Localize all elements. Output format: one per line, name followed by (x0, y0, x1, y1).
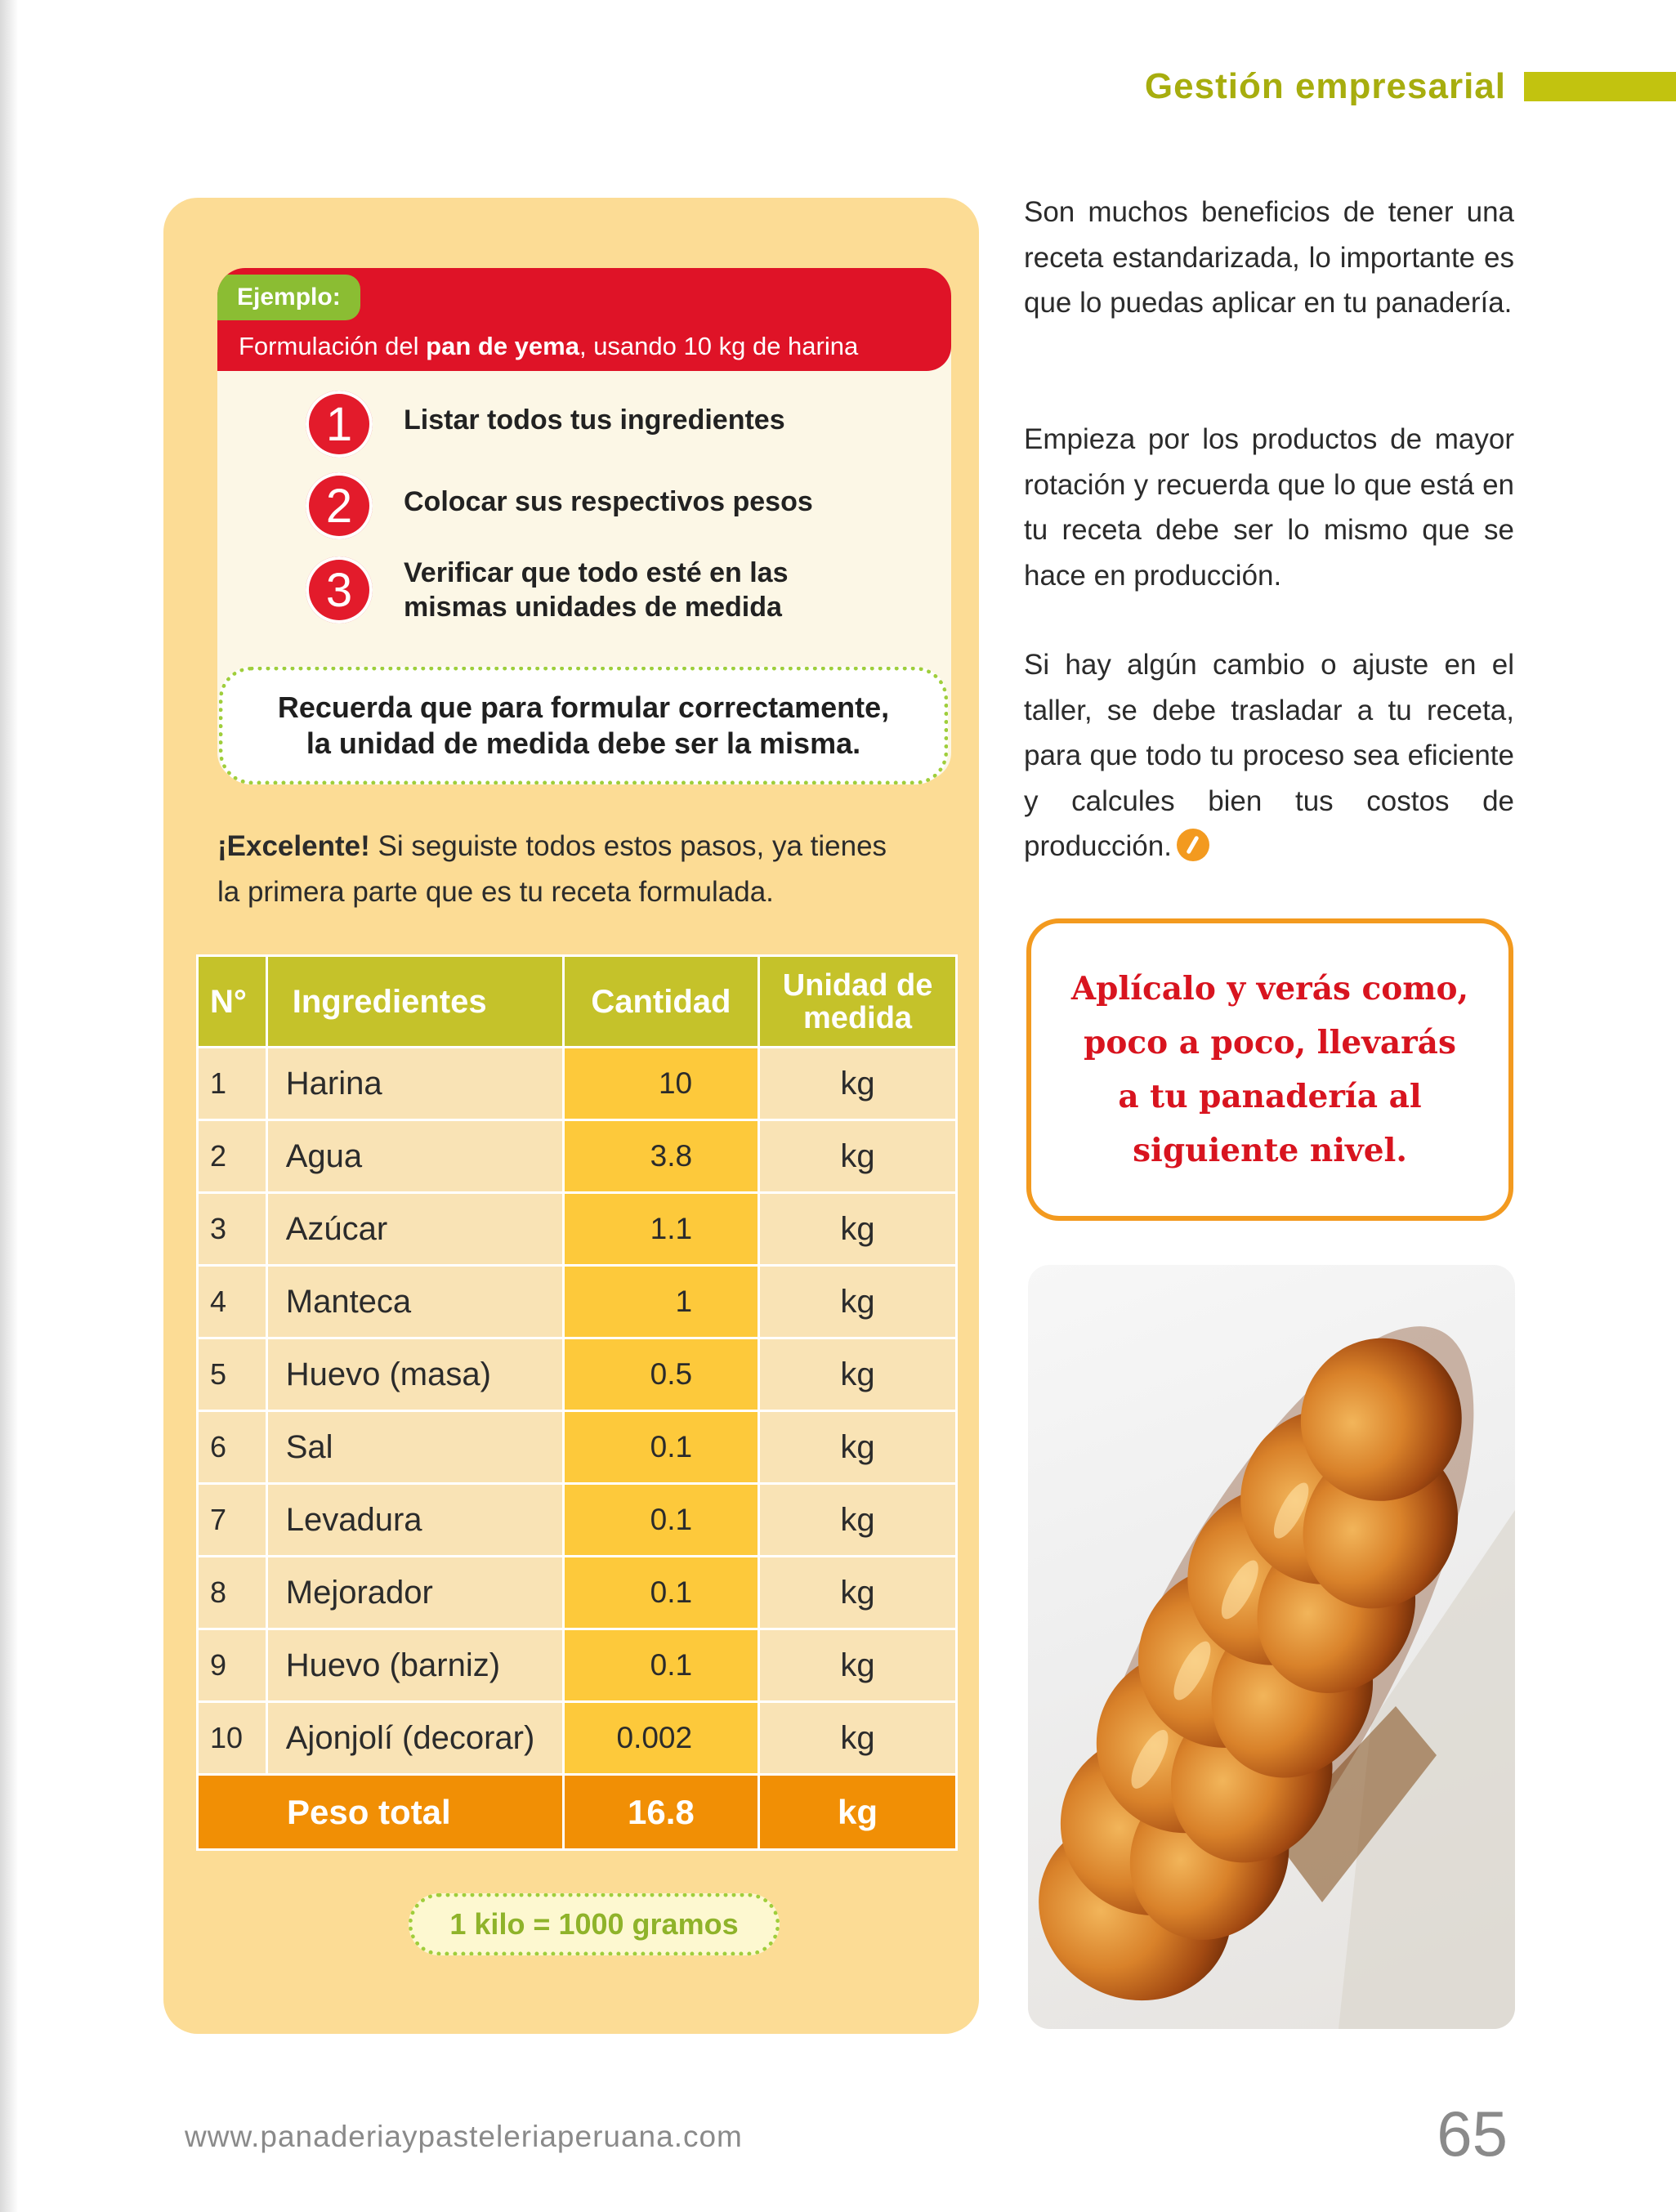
pen-nib-icon (1177, 829, 1209, 861)
example-title-bold: pan de yema (426, 332, 579, 360)
row-ingredient: Sal (266, 1411, 563, 1484)
table-row (198, 1120, 957, 1193)
row-ingredient: Levadura (266, 1484, 563, 1557)
table-row (198, 1048, 957, 1120)
header-quantity: Cantidad (563, 956, 758, 1048)
row-unit: kg (759, 1266, 957, 1338)
row-quantity: 3.8 (563, 1120, 758, 1193)
table-row (198, 1484, 957, 1557)
row-ingredient: Huevo (barniz) (266, 1629, 563, 1702)
reminder-line: la unidad de medida debe ser la misma. (306, 726, 861, 760)
row-quantity: 0.1 (563, 1411, 758, 1484)
row-quantity: 0.1 (563, 1629, 758, 1702)
step-number-badge: 1 (306, 391, 373, 458)
excellent-paragraph (217, 824, 953, 915)
row-number: 1 (198, 1048, 267, 1120)
row-number: 8 (198, 1557, 267, 1629)
table-row (198, 1193, 957, 1266)
paragraph-adjustments (1024, 642, 1514, 869)
row-unit: kg (759, 1629, 957, 1702)
row-number: 4 (198, 1266, 267, 1338)
total-label: Peso total (198, 1775, 564, 1850)
quote-line: siguiente nivel. (1133, 1132, 1407, 1169)
row-quantity: 10 (563, 1048, 758, 1120)
row-ingredient: Huevo (masa) (266, 1338, 563, 1411)
header-unit-line: medida (803, 1000, 913, 1035)
step-number-badge: 2 (306, 472, 373, 539)
example-title-suffix: , usando 10 kg de harina (579, 332, 859, 360)
row-unit: kg (759, 1484, 957, 1557)
quote-line: Aplícalo y verás como, (1070, 970, 1469, 1008)
braided-bread-photo (1028, 1265, 1515, 2029)
step-text: Listar todos tus ingredientes (404, 404, 785, 436)
row-quantity: 0.002 (563, 1702, 758, 1775)
paragraph-rotation: Empieza por los productos de mayor rotación y recuerda que lo que está en tu receta debe ser lo mismo que se hace en producción. (1024, 423, 1514, 592)
table-row (198, 1629, 957, 1702)
footer-url[interactable]: www.panaderiaypasteleriaperuana.com (185, 2120, 743, 2153)
step-text-line: Verificar que todo esté en las (404, 557, 789, 588)
excellent-bold: ¡Excelente! (217, 830, 370, 862)
braided-bread-illustration (1028, 1265, 1515, 2029)
paragraph-adjustments-text: Si hay algún cambio o ajuste en el taller, se debe trasladar a tu receta, para que todo tu proceso sea eficiente y calcules bien tus costos de producción. (1024, 649, 1514, 862)
quote-line: poco a poco, llevarás (1084, 1024, 1456, 1061)
reminder-box (219, 667, 948, 784)
step-text: Colocar sus respectivos pesos (404, 486, 813, 517)
total-unit: kg (759, 1775, 957, 1850)
step-text-line: mismas unidades de medida (404, 592, 782, 623)
excellent-text: la primera parte que es tu receta formulada. (217, 876, 774, 908)
step-text (404, 556, 789, 624)
row-ingredient: Agua (266, 1120, 563, 1193)
row-number: 9 (198, 1629, 267, 1702)
row-unit: kg (759, 1411, 957, 1484)
step-1 (306, 391, 785, 458)
table-row (198, 1411, 957, 1484)
row-number: 10 (198, 1702, 267, 1775)
row-ingredient: Azúcar (266, 1193, 563, 1266)
example-title-prefix: Formulación del (239, 332, 427, 360)
row-ingredient: Mejorador (266, 1557, 563, 1629)
step-number-badge: 3 (306, 556, 373, 623)
step-2 (306, 472, 813, 539)
row-unit: kg (759, 1048, 957, 1120)
step-3 (306, 556, 789, 624)
table-row (198, 1338, 957, 1411)
reminder-line: Recuerda que para formular correctamente, (277, 690, 890, 724)
quote-box (1026, 918, 1513, 1221)
header-number: N° (198, 956, 267, 1048)
row-number: 2 (198, 1120, 267, 1193)
example-header (217, 268, 951, 371)
section-accent-bar (1524, 72, 1676, 101)
row-number: 7 (198, 1484, 267, 1557)
quote-line: a tu panadería al (1118, 1078, 1422, 1115)
row-number: 6 (198, 1411, 267, 1484)
row-number: 3 (198, 1193, 267, 1266)
row-unit: kg (759, 1557, 957, 1629)
row-ingredient: Harina (266, 1048, 563, 1120)
header-ingredients: Ingredientes (266, 956, 563, 1048)
total-quantity: 16.8 (563, 1775, 758, 1850)
row-number: 5 (198, 1338, 267, 1411)
example-tag: Ejemplo: (217, 275, 360, 320)
recipe-table (196, 954, 958, 1851)
paragraph-benefits: Son muchos beneficios de tener una receta estandarizada, lo importante es que lo puedas aplicar en tu panadería. (1024, 196, 1514, 319)
row-ingredient: Manteca (266, 1266, 563, 1338)
row-unit: kg (759, 1338, 957, 1411)
row-unit: kg (759, 1702, 957, 1775)
row-quantity: 0.1 (563, 1484, 758, 1557)
row-quantity: 1 (563, 1266, 758, 1338)
quote-text (1057, 962, 1482, 1177)
section-title: Gestión empresarial (1144, 66, 1506, 106)
header-unit (759, 956, 957, 1048)
table-header-row (198, 956, 957, 1048)
row-unit: kg (759, 1193, 957, 1266)
table-row (198, 1702, 957, 1775)
header-unit-line: Unidad de (782, 967, 933, 1003)
page-spine-shadow (0, 0, 18, 2212)
table-total-row (198, 1775, 957, 1850)
page-number: 65 (1437, 2098, 1508, 2170)
row-unit: kg (759, 1120, 957, 1193)
table-row (198, 1557, 957, 1629)
row-quantity: 1.1 (563, 1193, 758, 1266)
example-title (239, 332, 858, 361)
row-quantity: 0.1 (563, 1557, 758, 1629)
excellent-text: Si seguiste todos estos pasos, ya tienes (369, 830, 887, 862)
conversion-note: 1 kilo = 1000 gramos (409, 1893, 780, 1955)
section-header (1145, 64, 1676, 109)
table-row (198, 1266, 957, 1338)
row-quantity: 0.5 (563, 1338, 758, 1411)
row-ingredient: Ajonjolí (decorar) (266, 1702, 563, 1775)
